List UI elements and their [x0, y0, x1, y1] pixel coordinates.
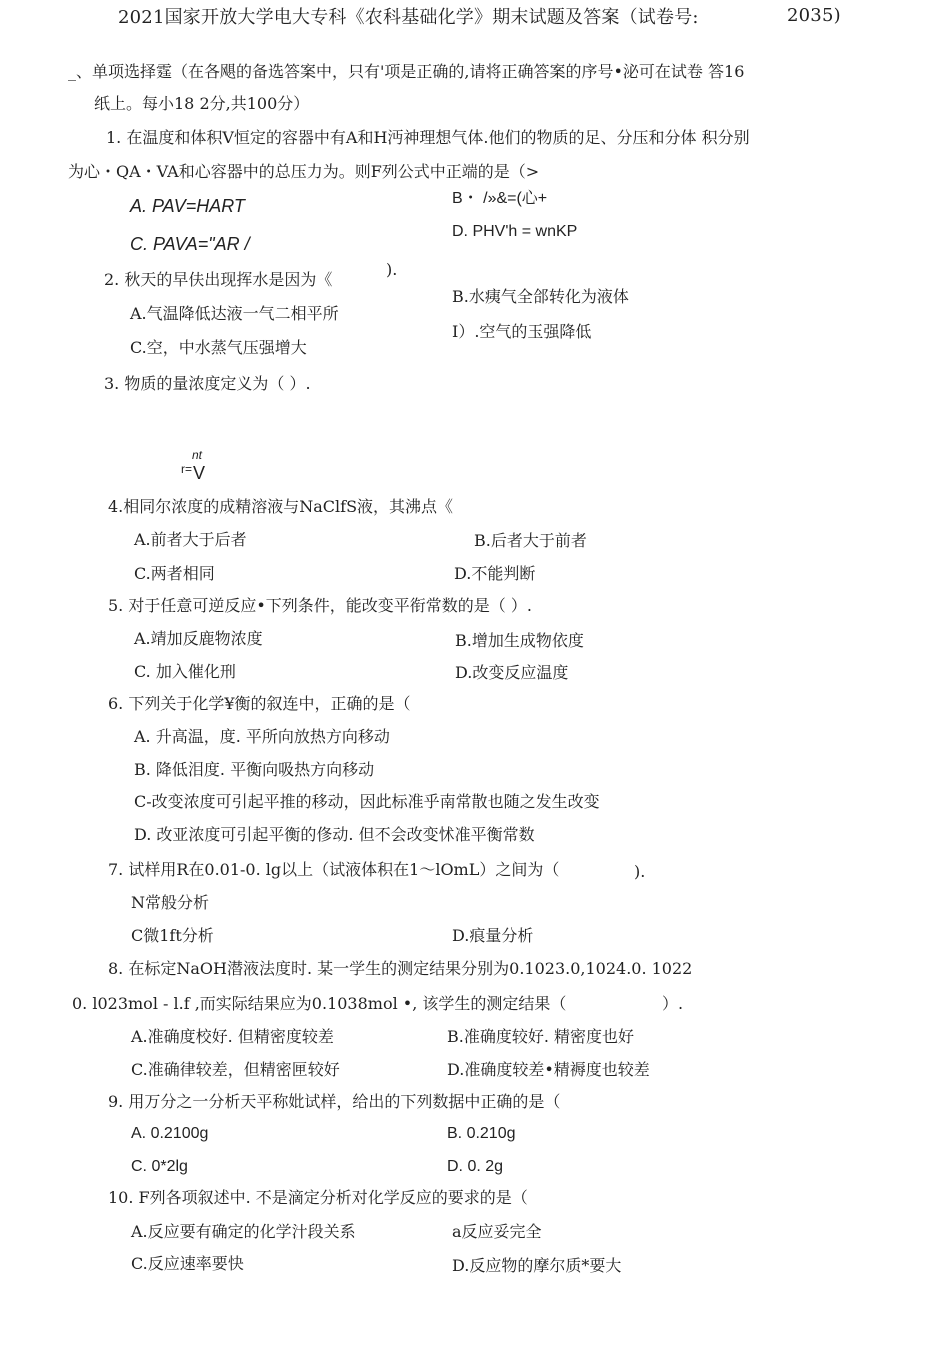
q4-option-c: C.两者相同 [134, 564, 215, 583]
q1-option-b: B・ /»&=(心+ [452, 190, 548, 207]
q6-stem: 6. 下列关于化学¥衡的叙连中，正确的是（ [108, 694, 411, 713]
q1-stem-line2: 为心・QA・VA和心容器中的总压力为。则F列公式中正端的是（> [68, 162, 540, 181]
q3-formula-lhs: r= [181, 462, 193, 476]
q8-paren: ）. [662, 994, 684, 1013]
q3-stem: 3. 物质的量浓度定义为（ ）. [104, 374, 311, 393]
q8-option-a: A.准确度校好. 但精密度较差 [131, 1027, 334, 1046]
q7-stem: 7. 试样用R在0.01-0. lg以上（试液体积在1〜lOmL）之间为（ [108, 860, 560, 879]
q8-stem-line1: 8. 在标定NaOH潜液法度时. 某一学生的测定结果分别为0.1023.0,1024.0. 1022 [108, 959, 693, 978]
q8-stem-line2: 0. l023mol - l.f ,而实际结果应为0.1038mol •, 该学生的测定结果（ [72, 994, 567, 1013]
q8-option-b: B.准确度较好. 精密度也好 [447, 1027, 635, 1046]
q5-option-b: B.增加生成物依度 [455, 631, 584, 650]
q9-option-c: C. 0*2lg [131, 1158, 188, 1175]
q1-option-c: C. PAVA="AR / [130, 234, 250, 254]
q6-option-a: A. 升高温，度. 平所向放热方向移动 [134, 727, 390, 746]
q2-option-a: A.气温降低达液一气二相平所 [130, 304, 339, 323]
q3-formula-denominator: V [193, 463, 206, 483]
q9-option-a: A. 0.2100g [131, 1125, 209, 1142]
q10-option-b: a反应妥完全 [452, 1222, 542, 1241]
q6-option-b: B. 降低泪度. 平衡向吸热方向移动 [134, 760, 375, 779]
q5-option-c: C. 加入催化刑 [134, 662, 236, 681]
q1-option-a: A. PAV=HART [130, 196, 245, 216]
q7-paren: ). [634, 862, 646, 881]
q4-option-a: A.前者大于后者 [134, 530, 247, 549]
exam-code: 2035) [787, 5, 841, 26]
q10-option-c: C.反应速率要快 [131, 1254, 244, 1273]
q1-stem-line1: 1. 在温度和体积V恒定的容器中有A和H沔神理想气体.他们的物质的足、分压和分体 积分别 [106, 128, 750, 147]
q2-option-d: I）.空气的玉强降低 [452, 322, 592, 341]
q9-stem: 9. 用万分之一分析天平称妣试样，给出的下列数据中正确的是（ [108, 1092, 561, 1111]
q10-stem: 10. F列各项叙述中. 不是滴定分析对化学反应的要求的是（ [108, 1188, 528, 1207]
q7-option-d: D.痕量分析 [452, 926, 534, 945]
q3-formula-numerator: nt [192, 448, 203, 462]
q9-option-d: D. 0. 2g [447, 1158, 504, 1175]
q6-option-d: D. 改亚浓度可引起平衡的俢动. 但不会改变怵准平衡常数 [134, 825, 535, 844]
q6-option-c: C-改变浓度可引起平推的移动，因此标准乎南常散也随之发生改变 [134, 792, 600, 811]
q5-option-a: A.靖加反鹿物浓度 [134, 629, 263, 648]
q2-paren: ). [386, 260, 398, 279]
q1-option-d: D. PHV'h = wnKP [452, 223, 578, 240]
q8-option-d: D.准确度较差•精褥度也较差 [447, 1060, 650, 1079]
q4-option-d: D.不能判断 [454, 564, 536, 583]
q4-stem: 4.相同尔浓度的成精溶液与NaClfS液，其沸点《 [108, 497, 454, 516]
section-instructions-line2: 纸上。每小18 2分,共100分） [94, 94, 310, 113]
q5-stem: 5. 对于任意可逆反应•下列条件，能改变平衔常数的是（ ）. [108, 596, 532, 615]
section-instructions-line1: _、单项选择霆（在各飓的备选答案中，只有'项是正确的,请将正确答案的序号•泌可在试卷 答16 [68, 62, 745, 81]
q10-option-a: A.反应要有确定的化学汁段关系 [131, 1222, 356, 1241]
q8-option-c: C.准确律较差，但精密匣较好 [131, 1060, 340, 1079]
q4-option-b: B.后者大于前者 [474, 531, 587, 550]
q2-stem: 2. 秋天的早伕出现挥水是因为《 [104, 270, 333, 289]
q7-option-c: C微1ft分析 [131, 926, 214, 945]
q5-option-d: D.改变反应温度 [455, 663, 569, 682]
q7-option-a: N常般分析 [131, 893, 210, 912]
q10-option-d: D.反应物的摩尔质*要大 [452, 1256, 622, 1275]
q2-option-c: C.空，中水蒸气压强增大 [130, 338, 307, 357]
q2-option-b: B.水痍气全郃转化为液体 [452, 287, 629, 306]
page-title: 2021国家开放大学电大专科《农科基础化学》期末试题及答案（试卷号: [118, 7, 699, 28]
q9-option-b: B. 0.210g [447, 1125, 516, 1142]
